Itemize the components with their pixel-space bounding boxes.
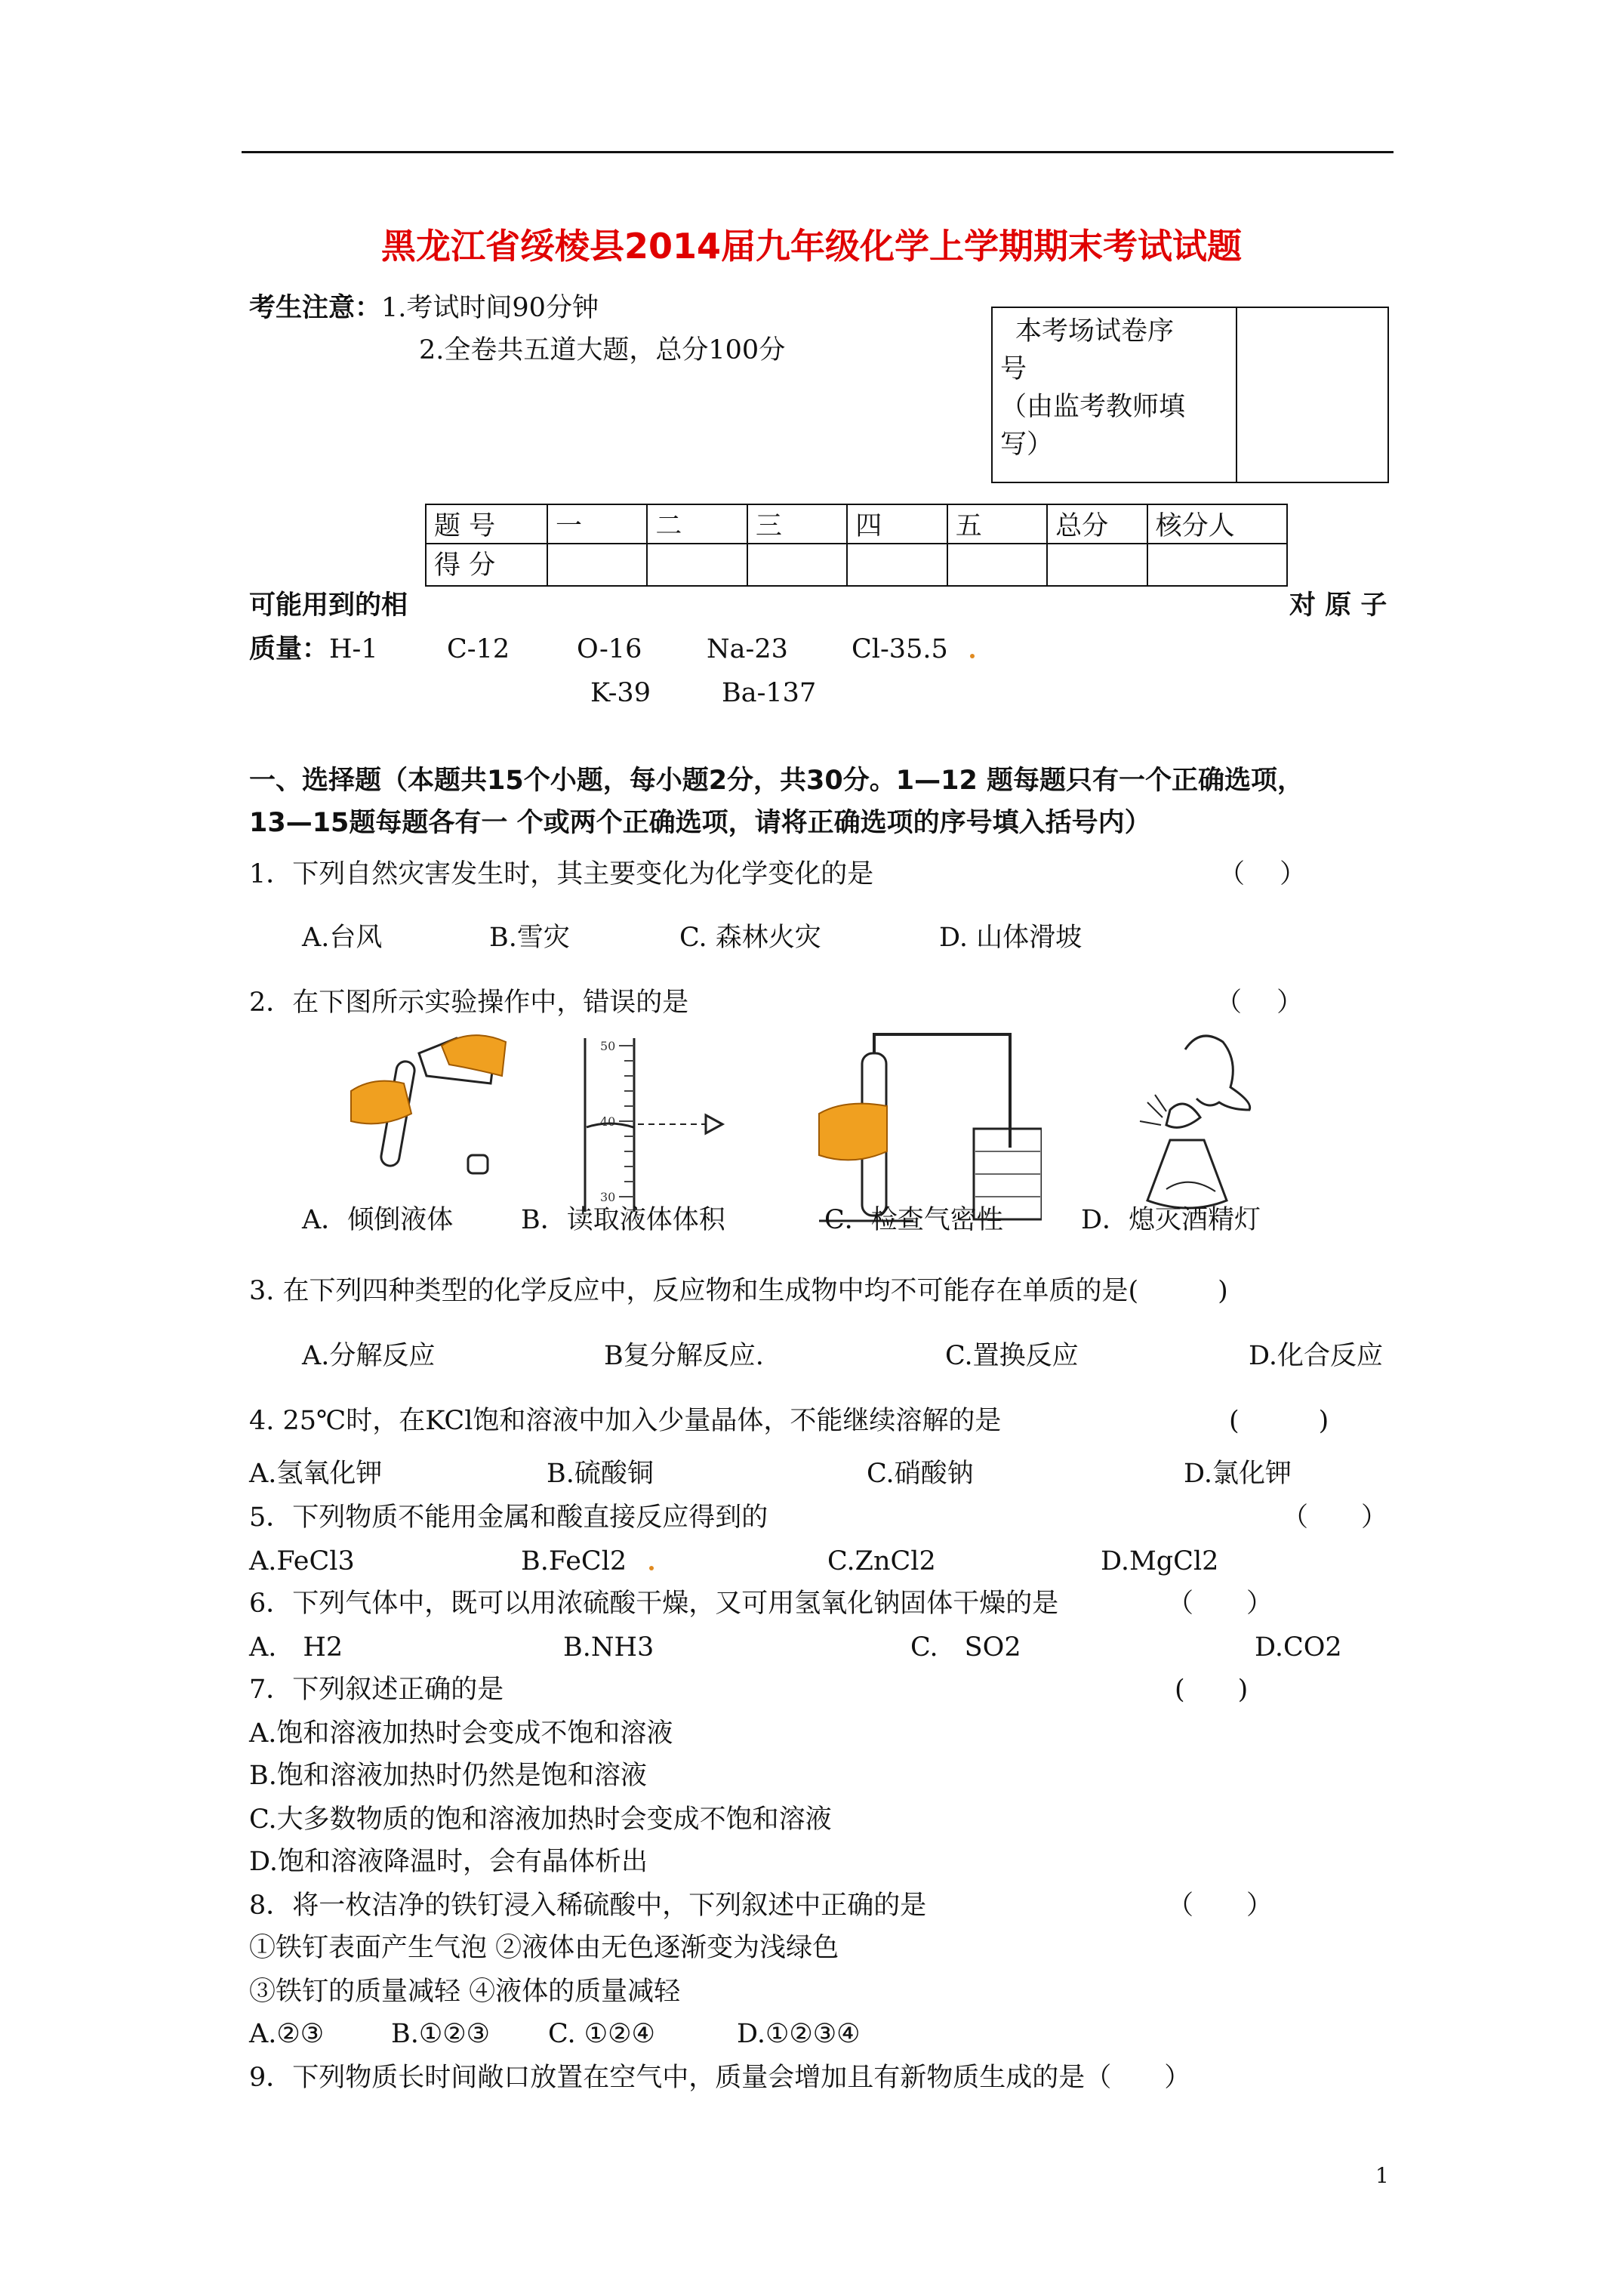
speck-mark-2: [649, 1566, 654, 1570]
page-number: 1: [1375, 2163, 1389, 2188]
score-cell-total[interactable]: [1047, 544, 1147, 586]
speck-mark: [970, 654, 975, 658]
score-cell-1[interactable]: [547, 544, 647, 586]
question-2-option-c: C．检查气密性: [824, 1205, 1003, 1235]
score-header-label: 题 号: [426, 504, 547, 544]
score-header-total: 总分: [1047, 504, 1147, 544]
notice-line-2: 2.全卷共五道大题，总分100分: [419, 335, 786, 365]
score-header-3: 三: [747, 504, 847, 544]
atomic-mass-c: C-12: [447, 634, 510, 664]
score-cell-checker[interactable]: [1147, 544, 1287, 586]
question-7-answer-paren[interactable]: ( ): [1175, 1675, 1249, 1705]
score-header-1: 一: [547, 504, 647, 544]
score-header-2: 二: [647, 504, 747, 544]
atomic-mass-cl: Cl-35.5: [852, 634, 948, 664]
score-header-5: 五: [947, 504, 1047, 544]
question-8-statement-1: ①铁钉表面产生气泡 ②液体由无色逐渐变为浅绿色: [249, 1933, 839, 1963]
score-cell-5[interactable]: [947, 544, 1047, 586]
question-3-option-a: A.分解反应: [302, 1341, 436, 1371]
question-5-stem: 5．下列物质不能用金属和酸直接反应得到的: [249, 1502, 768, 1533]
question-4-stem: 4. 25℃时，在KCl饱和溶液中加入少量晶体，不能继续溶解的是: [249, 1406, 1002, 1436]
question-4-option-b: B.硫酸铜: [547, 1459, 654, 1489]
score-cell-4[interactable]: [847, 544, 947, 586]
score-table: [425, 504, 1288, 587]
air-tightness-figure: [815, 1023, 1042, 1227]
question-2-stem: 2．在下图所示实验操作中，错误的是: [249, 988, 689, 1018]
question-6-option-c: C. SO2: [910, 1632, 1021, 1663]
question-5-option-d: D.MgCl2: [1101, 1546, 1219, 1576]
question-5-option-c: C.ZnCl2: [827, 1546, 936, 1576]
question-8-option-a: A.②③: [249, 2019, 325, 2049]
question-8-statement-2: ③铁钉的质量减轻 ④液体的质量减轻: [249, 1977, 681, 2007]
atomic-mass-h: H-1: [329, 634, 378, 664]
question-2-answer-paren[interactable]: （ ）: [1215, 988, 1304, 1018]
atomic-mass-o: O-16: [577, 634, 642, 664]
score-cell-3[interactable]: [747, 544, 847, 586]
question-4-option-a: A.氢氧化钾: [249, 1459, 383, 1489]
question-2-option-d: D．熄灭酒精灯: [1081, 1205, 1261, 1235]
question-1-answer-paren[interactable]: （ ）: [1218, 859, 1307, 889]
question-5-option-a: A.FeCl3: [249, 1546, 355, 1576]
section-1-heading-line-1: 一、选择题（本题共15个小题，每小题2分，共30分。1—12 题每题只有一个正确选项，: [249, 766, 1304, 796]
question-7-stem: 7．下列叙述正确的是: [249, 1675, 504, 1705]
question-1-option-b: B.雪灾: [489, 923, 570, 953]
score-row-label: 得 分: [426, 544, 547, 586]
question-1-option-a: A.台风: [302, 923, 383, 953]
atomic-mass-na: Na-23: [707, 634, 788, 664]
question-4-option-c: C.硝酸钠: [867, 1459, 974, 1489]
score-header-4: 四: [847, 504, 947, 544]
question-2-option-b: B．读取液体体积: [521, 1205, 725, 1235]
blow-out-lamp-figure: [1125, 1027, 1276, 1223]
section-1-heading-line-2: 13—15题每题各有一 个或两个正确选项，请将正确选项的序号填入括号内）: [249, 808, 1151, 838]
scale-tick-40: 40: [600, 1114, 616, 1129]
question-7-option-b: B.饱和溶液加热时仍然是饱和溶液: [249, 1761, 647, 1791]
question-9-stem: 9．下列物质长时间敞口放置在空气中，质量会增加且有新物质生成的是（ ）: [249, 2063, 1191, 2093]
atomic-intro-right: 对 原 子: [1289, 590, 1387, 621]
question-7-option-d: D.饱和溶液降温时，会有晶体析出: [249, 1847, 648, 1877]
atomic-mass-ba: Ba-137: [722, 678, 817, 708]
question-6-option-a: A. H2: [249, 1632, 343, 1663]
question-8-option-c: C. ①②④: [548, 2019, 655, 2049]
question-2-option-a: A．倾倒液体: [302, 1205, 454, 1235]
question-1-stem: 1．下列自然灾害发生时，其主要变化为化学变化的是: [249, 859, 874, 889]
notice-time: 1.考试时间90分钟: [381, 293, 599, 323]
question-8-stem: 8．将一枚洁净的铁钉浸入稀硫酸中，下列叙述中正确的是: [249, 1891, 927, 1921]
pouring-liquid-figure: [343, 1031, 517, 1189]
atomic-mass-k: K-39: [590, 678, 651, 708]
scale-tick-30: 30: [600, 1190, 616, 1204]
header-rule: [242, 151, 1394, 153]
question-4-answer-paren[interactable]: ( ): [1229, 1406, 1329, 1436]
question-6-answer-paren[interactable]: （ ）: [1167, 1589, 1273, 1619]
question-8-option-d: D.①②③④: [737, 2019, 861, 2049]
question-3-option-b: B复分解反应.: [604, 1341, 764, 1371]
question-3-option-d: D.化合反应: [1249, 1341, 1383, 1371]
question-5-answer-paren[interactable]: （ ）: [1282, 1502, 1388, 1533]
atomic-intro-left: 可能用到的相: [249, 590, 408, 621]
question-3-stem: 3. 在下列四种类型的化学反应中，反应物和生成物中均不可能存在单质的是( ): [249, 1276, 1228, 1306]
page-title: 黑龙江省绥棱县2014届九年级化学上学期期末考试试题: [380, 226, 1243, 267]
question-6-option-b: B.NH3: [563, 1632, 654, 1663]
question-7-option-a: A.饱和溶液加热时会变成不饱和溶液: [249, 1718, 673, 1749]
notice-line-1: [249, 291, 599, 325]
question-4-option-d: D.氯化钾: [1184, 1459, 1292, 1489]
question-1-option-d: D. 山体滑坡: [939, 923, 1083, 953]
question-8-option-b: B.①②③: [391, 2019, 490, 2049]
seat-number-field[interactable]: [1236, 307, 1388, 482]
notice-label: 考生注意：: [249, 293, 382, 323]
question-6-stem: 6．下列气体中，既可以用浓硫酸干燥，又可用氢氧化钠固体干燥的是: [249, 1589, 1059, 1619]
reading-volume-figure: [577, 1031, 728, 1219]
score-cell-2[interactable]: [647, 544, 747, 586]
seat-number-label: 本考场试卷序 号 （由监考教师填 写）: [992, 307, 1236, 482]
score-header-checker: 核分人: [1147, 504, 1287, 544]
question-8-answer-paren[interactable]: （ ）: [1167, 1891, 1273, 1921]
question-1-option-c: C. 森林火灾: [679, 923, 821, 953]
atomic-label: 质量：: [249, 634, 329, 664]
question-6-option-d: D.CO2: [1255, 1632, 1342, 1663]
question-3-option-c: C.置换反应: [945, 1341, 1079, 1371]
question-7-option-c: C.大多数物质的饱和溶液加热时会变成不饱和溶液: [249, 1804, 832, 1835]
question-5-option-b: B.FeCl2: [521, 1546, 627, 1576]
scale-tick-50: 50: [600, 1039, 616, 1053]
seat-number-box: [991, 307, 1389, 483]
